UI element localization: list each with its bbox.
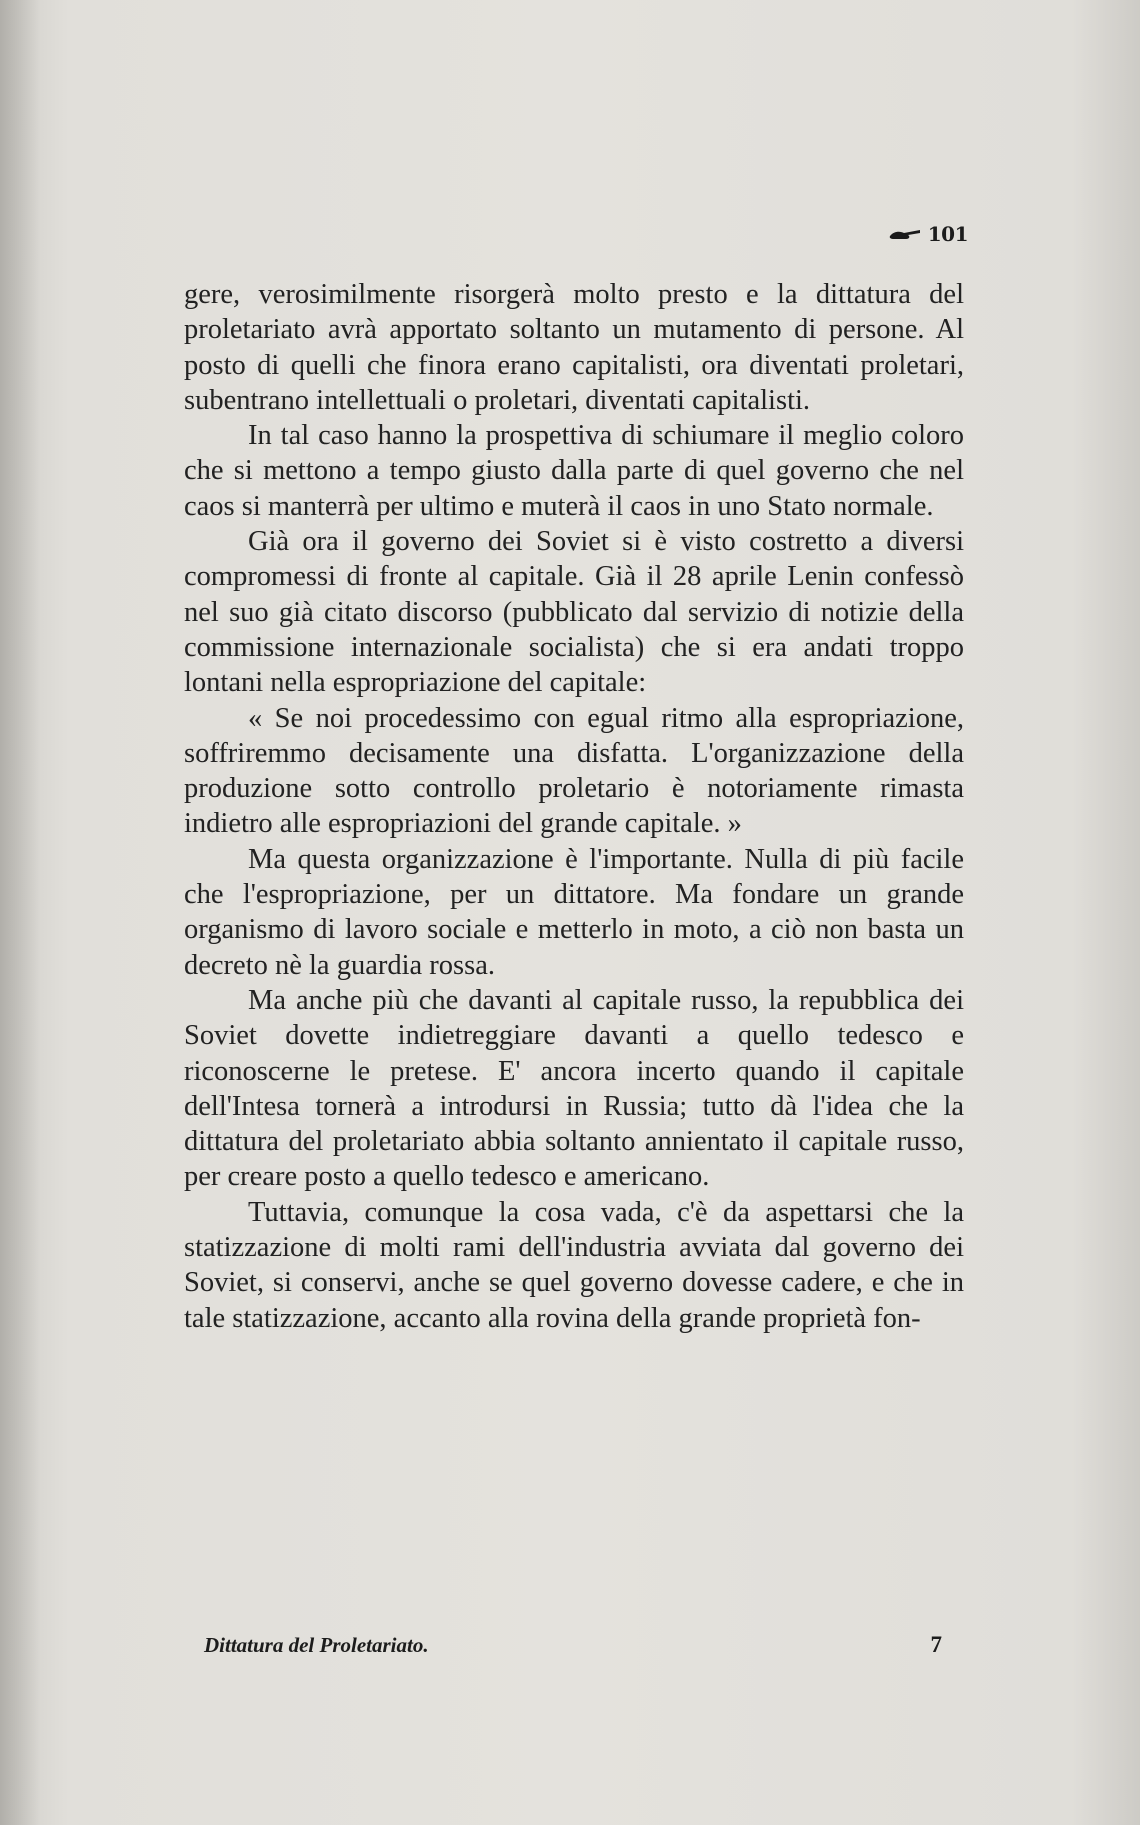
signature-footer [204,1632,942,1658]
paragraph: Ma anche più che davanti al capitale russo, la repubblica dei Soviet dovette indietreggiare davanti a quello tedesco e riconoscerne le pretese. E' ancora incerto quando il capitale dell'Intesa tornerà a introdursi in Russia; tutto dà l'idea che la dittatura del proletariato abbia soltanto annientato il capitale russo, per creare posto a quello tedesco e americano. [184,984,964,1193]
quotation-paragraph: « Se noi procedessimo con egual ritmo alla espropriazione, soffriremmo decisamente una disfatta. L'organizzazione della produzione sotto controllo proletario è notoriamente rimasta indietro alle espropriazioni del grande capitale. » [184,702,964,840]
spine-shadow [0,0,40,1825]
page-header [888,222,968,246]
page-number: 101 [927,222,968,246]
pointing-hand-icon [888,227,922,241]
signature-title: Dittatura del Proletariato. [204,1632,429,1657]
paragraph: Già ora il governo dei Soviet si è visto costretto a diversi compromessi di fronte al capitale. Già il 28 aprile Lenin confessò nel suo già citato discorso (pubblicato dal servizio di notizie della commissione internazionale socialista) che si era andati troppo lontani nella espropriazione del capitale: [184,526,964,699]
paragraph: Ma questa organizzazione è l'importante. Nulla di più facile che l'espropriazione, per un dittatore. Ma fondare un grande organismo di lavoro sociale e metterlo in moto, a ciò non basta un decreto nè la guardia rossa. [184,843,964,981]
signature-number: 7 [930,1632,942,1657]
paragraph: gere, verosimilmente risorgerà molto presto e la dittatura del proletariato avrà apportato soltanto un mutamento di persone. Al posto di quelli che finora erano capitalisti, ora diventati proletari, subentrano intellettuali o proletari, diventati capitalisti. [184,279,964,416]
paragraph: Tuttavia, comunque la cosa vada, c'è da aspettarsi che la statizzazione di molti rami dell'industria avviata dal governo dei Soviet, si conservi, anche se quel governo dovesse cadere, e che in tale statizzazione, accanto alla rovina della grande proprietà fon- [184,1196,964,1334]
body-text [184,277,964,1336]
paragraph: In tal caso hanno la prospettiva di schiumare il meglio coloro che si mettono a tempo giusto dalla parte di quel governo che nel caos si manterrà per ultimo e muterà il caos in uno Stato normale. [184,420,964,522]
